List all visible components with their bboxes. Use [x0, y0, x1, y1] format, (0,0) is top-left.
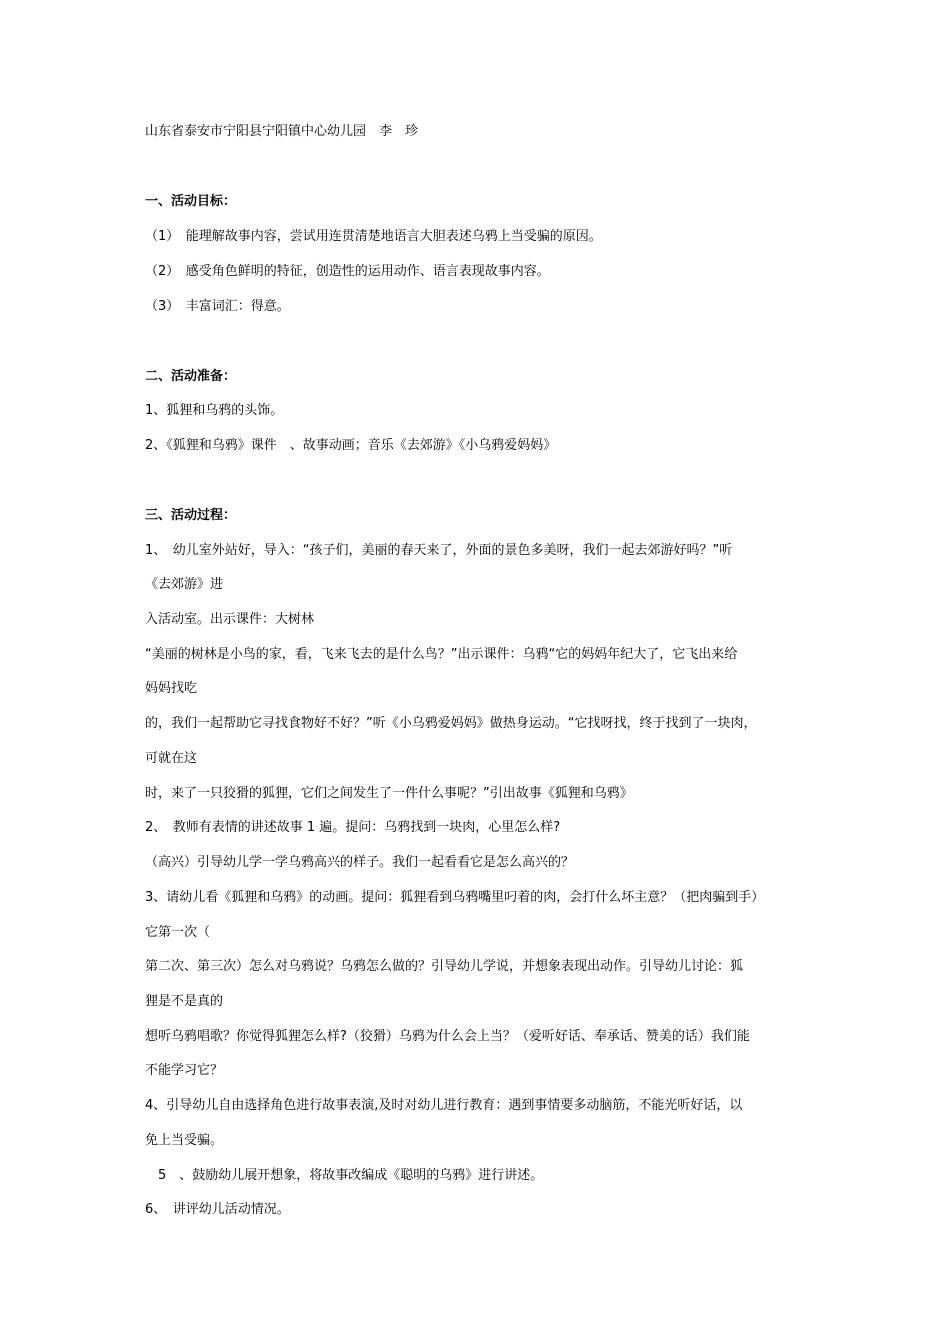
process-line: 《去郊游》进: [145, 577, 224, 592]
process-line: 3、请幼儿看《狐狸和乌鸦》的动画。提问：狐狸看到乌鸦嘴里叼着的肉，会打什么坏主意？（把肉骗到手）: [145, 890, 765, 905]
process-line: （高兴）引导幼儿学一学乌鸦高兴的样子。我们一起看看它是怎么高兴的？: [145, 855, 575, 870]
process-line: 妈妈找吃: [145, 681, 198, 696]
process-line: 1、 幼儿室外站好，导入：“孩子们，美丽的春天来了，外面的景色多美呀，我们一起去郊游好吗？”听: [145, 543, 733, 558]
process-line: 时，来了一只狡猾的狐狸，它们之间发生了一件什么事呢？”引出故事《狐狸和乌鸦》: [145, 786, 633, 801]
goal-item: （2） 感受角色鲜明的特征，创造性的运用动作、语言表现故事内容。: [145, 264, 550, 279]
preparation-item: 2、《狐狸和乌鸦》课件 、故事动画；音乐《去郊游》《小乌鸦爱妈妈》: [145, 438, 557, 453]
goal-item: （3） 丰富词汇：得意。: [145, 299, 290, 314]
process-line: 想听乌鸦唱歌？你觉得狐狸怎么样?（狡猾）乌鸦为什么会上当？（爱听好话、奉承话、赞美的话）我们能: [145, 1029, 750, 1044]
section-heading-process: 三、活动过程：: [145, 508, 237, 523]
process-line: 可就在这: [145, 751, 198, 766]
section-heading-preparation: 二、活动准备：: [145, 369, 237, 384]
process-line: 狸是不是真的: [145, 994, 224, 1009]
process-line: 不能学习它？: [145, 1063, 224, 1078]
process-line: 它第一次（: [145, 925, 211, 940]
process-line: 4、引导幼儿自由选择角色进行故事表演,及时对幼儿进行教育：遇到事情要多动脑筋，不能光听好话，以: [145, 1098, 743, 1113]
process-line: 的，我们一起帮助它寻找食物好不好？”听《小乌鸦爱妈妈》做热身运动。“它找呀找，终于找到了一块肉，: [145, 716, 757, 731]
process-line: 5 、鼓励幼儿展开想象，将故事改编成《聪明的乌鸦》进行讲述。: [145, 1168, 544, 1183]
section-heading-goals: 一、活动目标：: [145, 194, 237, 209]
process-line: 入活动室。出示课件：大树林: [145, 612, 315, 627]
process-line: 第二次、第三次）怎么对乌鸦说？乌鸦怎么做的？引导幼儿学说，并想象表现出动作。引导幼儿讨论：狐: [145, 959, 744, 974]
preparation-item: 1、狐狸和乌鸦的头饰。: [145, 403, 284, 418]
process-line: 2、 教师有表情的讲述故事 1 遍。提问：乌鸦找到一块肉，心里怎么样?: [145, 820, 561, 835]
process-line: 免上当受骗。: [145, 1133, 224, 1148]
author-line: 山东省泰安市宁阳县宁阳镇中心幼儿园 李 珍: [145, 124, 419, 139]
goal-item: （1） 能理解故事内容，尝试用连贯清楚地语言大胆表述乌鸦上当受骗的原因。: [145, 229, 602, 244]
process-line: 6、 讲评幼儿活动情况。: [145, 1202, 290, 1217]
process-line: “美丽的树林是小鸟的家，看，飞来飞去的是什么鸟？”出示课件：乌鸦“它的妈妈年纪大了，它飞出来给: [145, 647, 738, 662]
